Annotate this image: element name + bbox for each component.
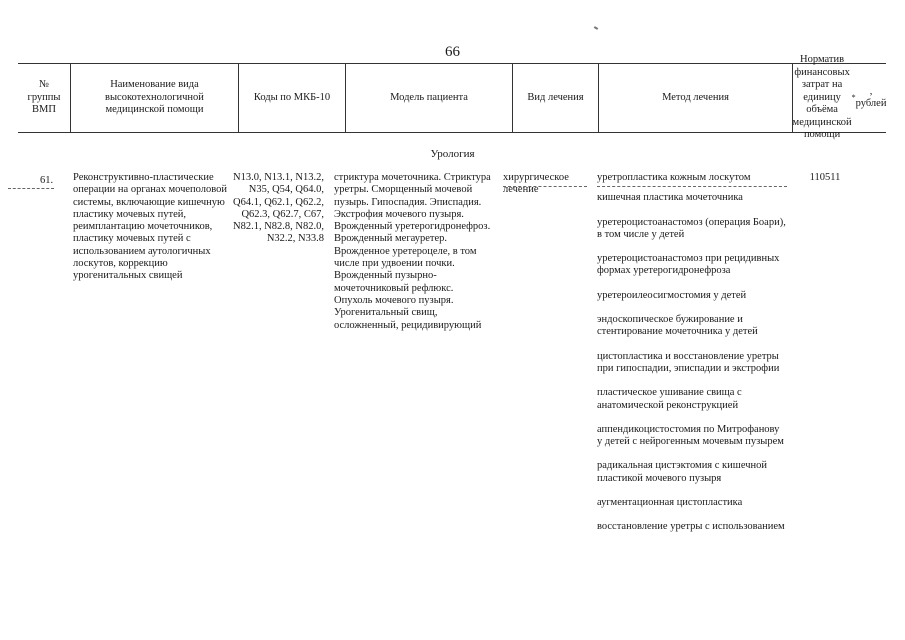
treatment-method: уретропластика кожным лоскутом [597, 172, 751, 183]
section-title: Урология [430, 148, 475, 160]
treatment-method: уретероцистоанастомоз при рецидивных формах уретерогидронефроза [597, 253, 780, 277]
table-header [18, 54, 887, 141]
treatment-method: эндоскопическое бужирование и стентирование мочеточника у детей [597, 314, 758, 338]
header-icd-codes: Коды по МКБ-10 [238, 64, 345, 132]
treatment-methods [597, 172, 787, 546]
scan-speck [594, 26, 598, 30]
header-care-type: Наименование вида высокотехнологичной медицинской помощи [70, 64, 238, 132]
page-number: 66 [445, 44, 460, 60]
header-patient-model: Модель пациента [345, 64, 512, 132]
header-group-number: № группы ВМП [27, 79, 61, 116]
scan-line [8, 188, 54, 189]
treatment-method: кишечная пластика мочеточника [597, 192, 743, 204]
treatment-method: радикальная цистэктомия с кишечной пластикой мочевого пузыря [597, 460, 768, 484]
treatment-method: аппендикоцистостомия по Митрофанову у детей с нейрогенным мочевым пузырем [597, 423, 784, 448]
group-number: 61. [40, 175, 54, 186]
icd-codes: N13.0, N13.1, N13.2, N35, Q54, Q64.0, Q64.1, Q62.1, Q62.2, Q62.3, Q62.7, C67, N82.1, N82.8, N82.0, N32.2, N33.8 [233, 172, 324, 245]
cost-standard: 110511 [809, 172, 841, 183]
treatment-method: пластическое ушивание свища с анатомической реконструкцией [597, 387, 742, 411]
treatment-method: уретероилеосигмостомия у детей [597, 289, 747, 301]
treatment-method: аугментационная цистопластика [597, 497, 743, 509]
header-treatment-kind: Вид лечения [512, 64, 598, 132]
treatment-kind: хирургическое лечение [503, 172, 569, 196]
treatment-method: цистопластика и восстановление уретры при гипоспадии, эписпадии и экстрофии [597, 350, 780, 374]
header-cost-standard: Норматив финансовых затрат на единицу объёма медицинской помощи * , рублей [792, 54, 887, 141]
care-type-name: Реконструктивно-пластические операции на органах мочеполовой системы, включающие кишечную пластику мочевых путей, реимплантацию мочеточников, пластику мочевых путей с использованием аутологичных лоскутов, коррекцию урогенитальных свищей [73, 172, 227, 282]
treatment-method: уретероцистоанастомоз (операция Боари), в том числе у детей [597, 216, 786, 240]
header-treatment-method: Метод лечения [598, 64, 792, 132]
treatment-method: восстановление уретры с использованием [597, 521, 785, 533]
patient-model: стриктура мочеточника. Стриктура уретры. Сморщенный мочевой пузырь. Гипоспадия. Эписпадия. Экстрофия мочевого пузыря. Врожденный уретерогидронефроз. Врожденный мегауретер. Врожденное уретероцеле, в том числе при удвоении почки. Врожденный пузырно-мочеточниковый рефлюкс. Опухоль мочевого пузыря. Урогенитальный свищ, осложненный, рецидивирующий [334, 172, 491, 331]
